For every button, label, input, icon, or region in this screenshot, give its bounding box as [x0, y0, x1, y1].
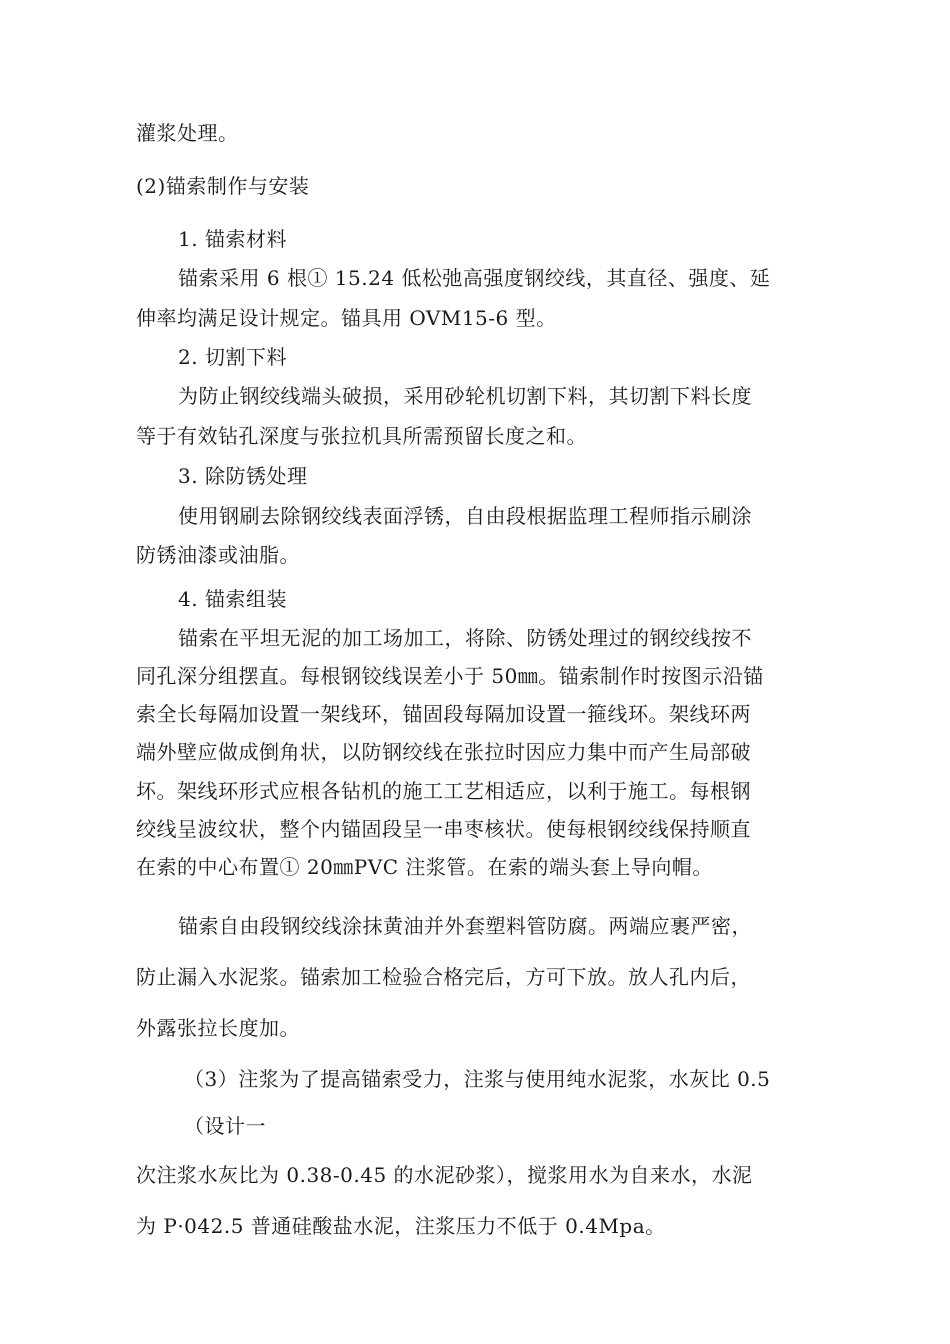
subsection-heading: 4. 锚索组装	[178, 587, 287, 611]
paragraph-line: 为 P·042.5 普通硅酸盐水泥，注浆压力不低于 0.4Mpa。	[136, 1214, 666, 1238]
paragraph-line: （设计一	[184, 1114, 266, 1138]
subsection-heading: 1. 锚索材料	[178, 227, 287, 251]
subsection-heading: 3. 除防锈处理	[178, 464, 308, 488]
paragraph-line: 绞线呈波纹状，整个内锚固段呈一串枣核状。使每根钢绞线保持顺直	[136, 817, 751, 841]
paragraph-line: 锚索采用 6 根① 15.24 低松弛高强度钢绞线，其直径、强度、延	[178, 266, 771, 290]
paragraph-line: 为防止钢绞线端头破损，采用砂轮机切割下料，其切割下料长度	[178, 384, 752, 408]
section-heading: (2)锚索制作与安装	[136, 174, 310, 198]
paragraph-line: 等于有效钻孔深度与张拉机具所需预留长度之和。	[136, 424, 587, 448]
paragraph-line: 次注浆水灰比为 0.38-0.45 的水泥砂浆），搅浆用水为自来水，水泥	[136, 1163, 753, 1187]
text-line: 灌浆处理。	[136, 121, 239, 145]
paragraph-line: 同孔深分组摆直。每根钢铰线误差小于 50㎜。锚索制作时按图示沿锚	[136, 664, 764, 688]
paragraph-line: 坏。架线环形式应根各钻机的施工工艺相适应，以利于施工。每根钢	[136, 779, 751, 803]
paragraph-line: 端外壁应做成倒角状，以防钢绞线在张拉时因应力集中而产生局部破	[136, 740, 751, 764]
paragraph-line: （3）注浆为了提高锚索受力，注浆与使用纯水泥浆，水灰比 0.5	[184, 1067, 771, 1091]
paragraph-line: 防锈油漆或油脂。	[136, 543, 300, 567]
paragraph-line: 锚索在平坦无泥的加工场加工，将除、防锈处理过的钢绞线按不	[178, 626, 752, 650]
subsection-heading: 2. 切割下料	[178, 345, 287, 369]
paragraph-line: 在索的中心布置① 20㎜PVC 注浆管。在索的端头套上导向帽。	[136, 855, 713, 879]
paragraph-line: 索全长每隔加设置一架线环，锚固段每隔加设置一箍线环。架线环两	[136, 702, 751, 726]
paragraph-line: 防止漏入水泥浆。锚索加工检验合格完后，方可下放。放人孔内后，	[136, 965, 751, 989]
paragraph-line: 伸率均满足设计规定。锚具用 OVM15-6 型。	[136, 306, 557, 330]
paragraph-line: 使用钢刷去除钢绞线表面浮锈，自由段根据监理工程师指示刷涂	[178, 504, 752, 528]
paragraph-line: 外露张拉长度加。	[136, 1016, 300, 1040]
paragraph-line: 锚索自由段钢绞线涂抹黄油并外套塑料管防腐。两端应裹严密，	[178, 914, 752, 938]
